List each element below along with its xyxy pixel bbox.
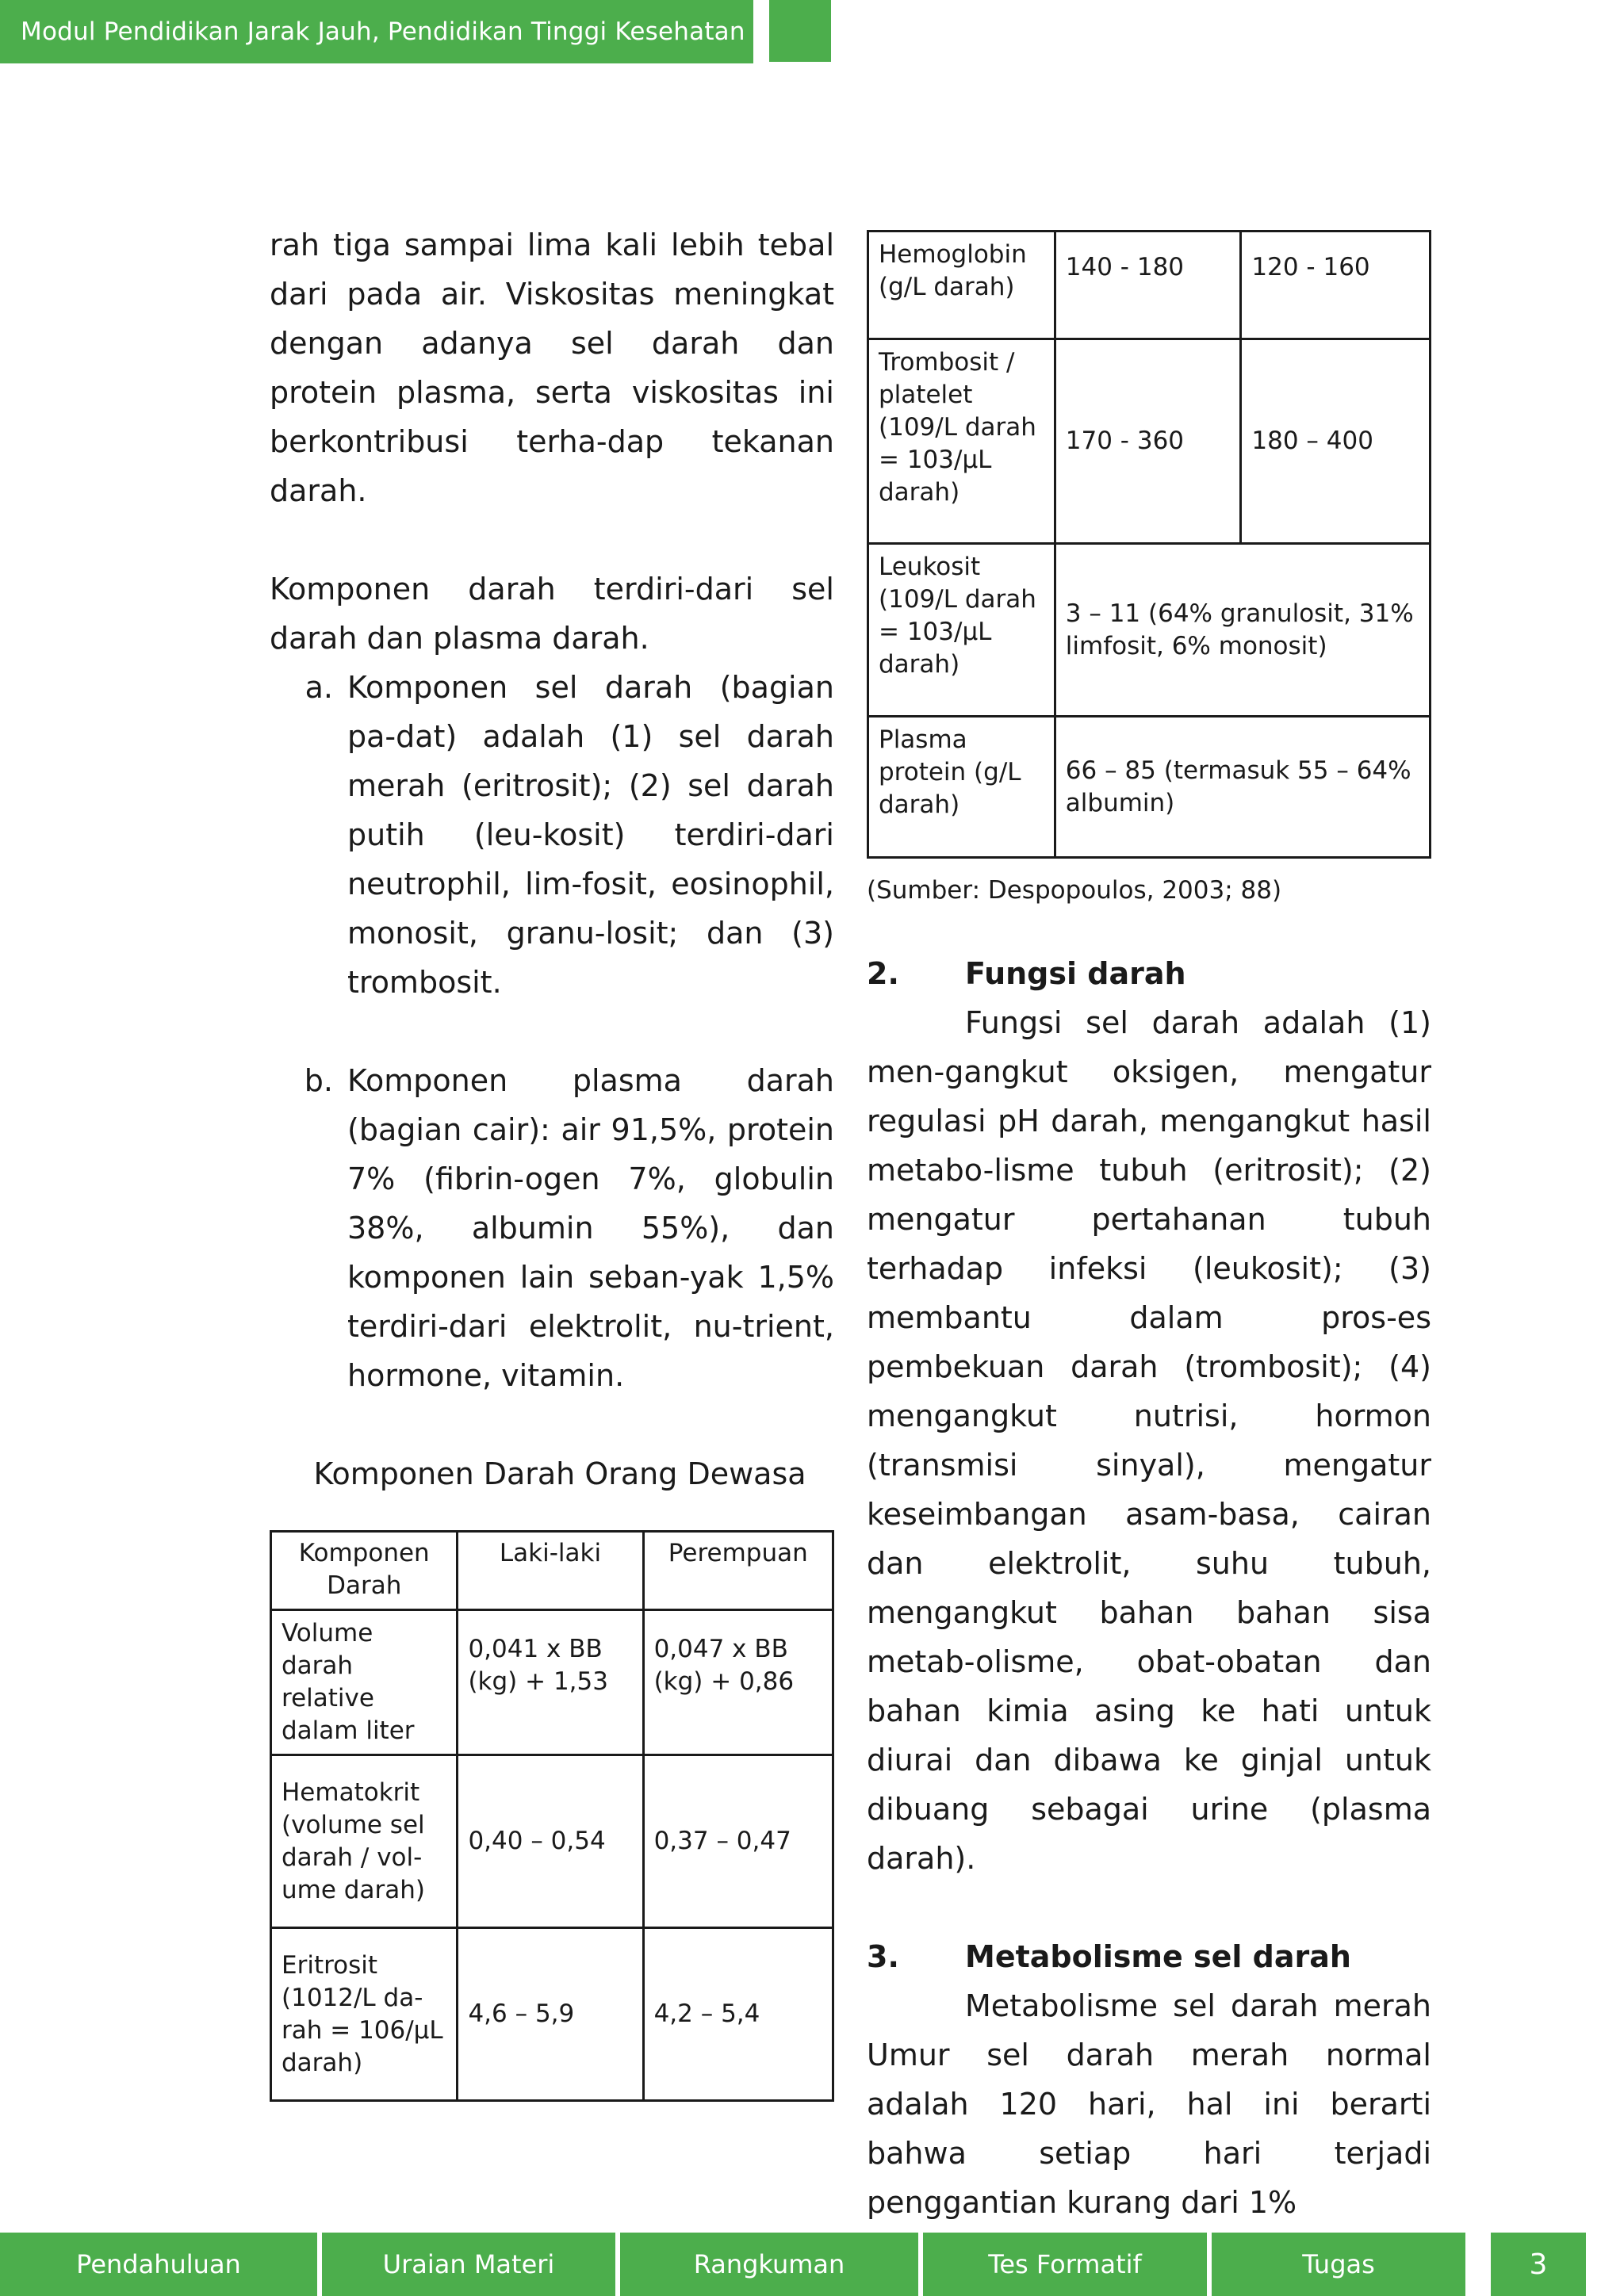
table-cell: 0,40 – 0,54 xyxy=(458,1755,643,1928)
table-cell: Hemoglobin (g/L darah) xyxy=(868,232,1055,339)
list-item-a xyxy=(270,663,834,1007)
blood-values-table-continued xyxy=(867,230,1431,859)
list-marker: a. xyxy=(304,670,333,705)
section-heading-metabolisme xyxy=(867,1932,1431,1981)
tab-tes-formatif[interactable]: Tes Formatif xyxy=(923,2233,1207,2296)
table-header-cell: Komponen Darah xyxy=(271,1532,458,1610)
table-cell: 140 - 180 xyxy=(1055,232,1241,339)
tab-rangkuman[interactable]: Rangkuman xyxy=(620,2233,918,2296)
table-header-row xyxy=(271,1532,833,1610)
header-accent-square xyxy=(769,0,831,62)
table-cell: 170 - 360 xyxy=(1055,339,1241,544)
paragraph-fungsi-darah: Fungsi sel darah adalah (1) men-gangkut oksigen, mengatur regulasi pH darah, mengangkut hasil metabo-lisme tubuh (eritrosit); (2) mengatur pertahanan tubuh terhadap infeksi (leukosit); (3) membantu dalam pros-es pembekuan darah (trombosit); (4) mengangkut nutrisi, hormon (transmisi sinyal), mengatur keseimbangan asam-basa, cairan dan elektrolit, suhu tubuh, mengangkut bahan bahan sisa metab-olisme, obat-obatan dan bahan kimia asing ke hati untuk diurai dan dibawa ke ginjal untuk dibuang sebagai urine (plasma darah). xyxy=(867,1005,1431,1876)
section-title: Fungsi darah xyxy=(965,956,1186,991)
table-row xyxy=(868,544,1431,717)
table-cell: 0,37 – 0,47 xyxy=(643,1755,833,1928)
page-number: 3 xyxy=(1491,2233,1586,2296)
table-cell: 66 – 85 (termasuk 55 – 64% albumin) xyxy=(1055,717,1430,858)
section-number: 3. xyxy=(867,1939,899,1974)
table-row xyxy=(271,1928,833,2101)
table-cell: 0,041 x BB (kg) + 1,53 xyxy=(458,1610,643,1755)
table-header-cell: Perempuan xyxy=(643,1532,833,1610)
list-text: Komponen sel darah (bagian pa-dat) adalah (1) sel darah merah (eritrosit); (2) sel darah putih (leu-kosit) terdiri-dari neutrophil, lim-fosit, eosinophil, monosit, granu-losit; dan (3) trombosit. xyxy=(347,670,834,1000)
footer-nav xyxy=(0,2233,1624,2296)
table-caption: Komponen Darah Orang Dewasa xyxy=(313,1456,806,1491)
table-row xyxy=(868,232,1431,339)
table-header-cell: Laki-laki xyxy=(458,1532,643,1610)
table-cell: 4,2 – 5,4 xyxy=(643,1928,833,2101)
table-cell: 0,047 x BB (kg) + 0,86 xyxy=(643,1610,833,1755)
paragraph-viscosity: rah tiga sampai lima kali lebih tebal dari pada air. Viskositas meningkat dengan adanya sel darah dan protein plasma, serta viskositas ini berkontribusi terha-dap tekanan darah. xyxy=(270,228,834,508)
section-number: 2. xyxy=(867,956,899,991)
table-cell: Leukosit (109/L darah = 103/µL darah) xyxy=(868,544,1055,717)
table-cell: 120 - 160 xyxy=(1241,232,1431,339)
table-cell: 180 – 400 xyxy=(1241,339,1431,544)
tab-pendahuluan[interactable]: Pendahuluan xyxy=(0,2233,317,2296)
table-cell: Plasma protein (g/L darah) xyxy=(868,717,1055,858)
right-column xyxy=(867,220,1431,2227)
table-cell: Eritrosit (1012/L da-rah = 106/µL darah) xyxy=(271,1928,458,2101)
table-row xyxy=(271,1755,833,1928)
adult-blood-components-table xyxy=(270,1530,834,2102)
table-source: (Sumber: Despopoulos, 2003; 88) xyxy=(867,876,1282,905)
spacer xyxy=(270,515,834,564)
paragraph-metabolisme: Umur sel darah merah normal adalah 120 hari, hal ini berarti bahwa setiap hari terjadi penggantian kurang dari 1% xyxy=(867,2038,1431,2220)
paragraph-components: Komponen darah terdiri-dari sel darah dan plasma darah. xyxy=(270,572,834,656)
header-title: Modul Pendidikan Jarak Jauh, Pendidikan Tinggi Kesehatan xyxy=(21,17,745,46)
table-cell: Trombosit / platelet (109/L darah = 103/µL darah) xyxy=(868,339,1055,544)
list-marker: b. xyxy=(304,1063,333,1098)
list-text: Komponen plasma darah (bagian cair): air 91,5%, protein 7% (fibrin-ogen 7%, globulin 38%, albumin 55%), dan komponen lain seban-yak 1,5% terdiri-dari elektrolit, nu-trient, hormone, vitamin. xyxy=(347,1063,834,1393)
table-row xyxy=(868,717,1431,858)
spacer xyxy=(270,1007,834,1056)
table-cell: 3 – 11 (64% granulosit, 31% limfosit, 6% monosit) xyxy=(1055,544,1430,717)
tab-tugas[interactable]: Tugas xyxy=(1212,2233,1465,2296)
table-cell: Hematokrit (volume sel darah / vol-ume darah) xyxy=(271,1755,458,1928)
header-bar xyxy=(0,0,753,63)
paragraph-metabolisme-intro: Metabolisme sel darah merah xyxy=(965,1988,1431,2023)
table-cell: Volume darah relative dalam liter xyxy=(271,1610,458,1755)
tab-uraian-materi[interactable]: Uraian Materi xyxy=(322,2233,615,2296)
section-heading-fungsi-darah xyxy=(867,949,1431,998)
left-column xyxy=(270,220,834,2102)
table-row xyxy=(868,339,1431,544)
table-row xyxy=(271,1610,833,1755)
list-item-b xyxy=(270,1056,834,1400)
section-title: Metabolisme sel darah xyxy=(965,1939,1351,1974)
table-cell: 4,6 – 5,9 xyxy=(458,1928,643,2101)
